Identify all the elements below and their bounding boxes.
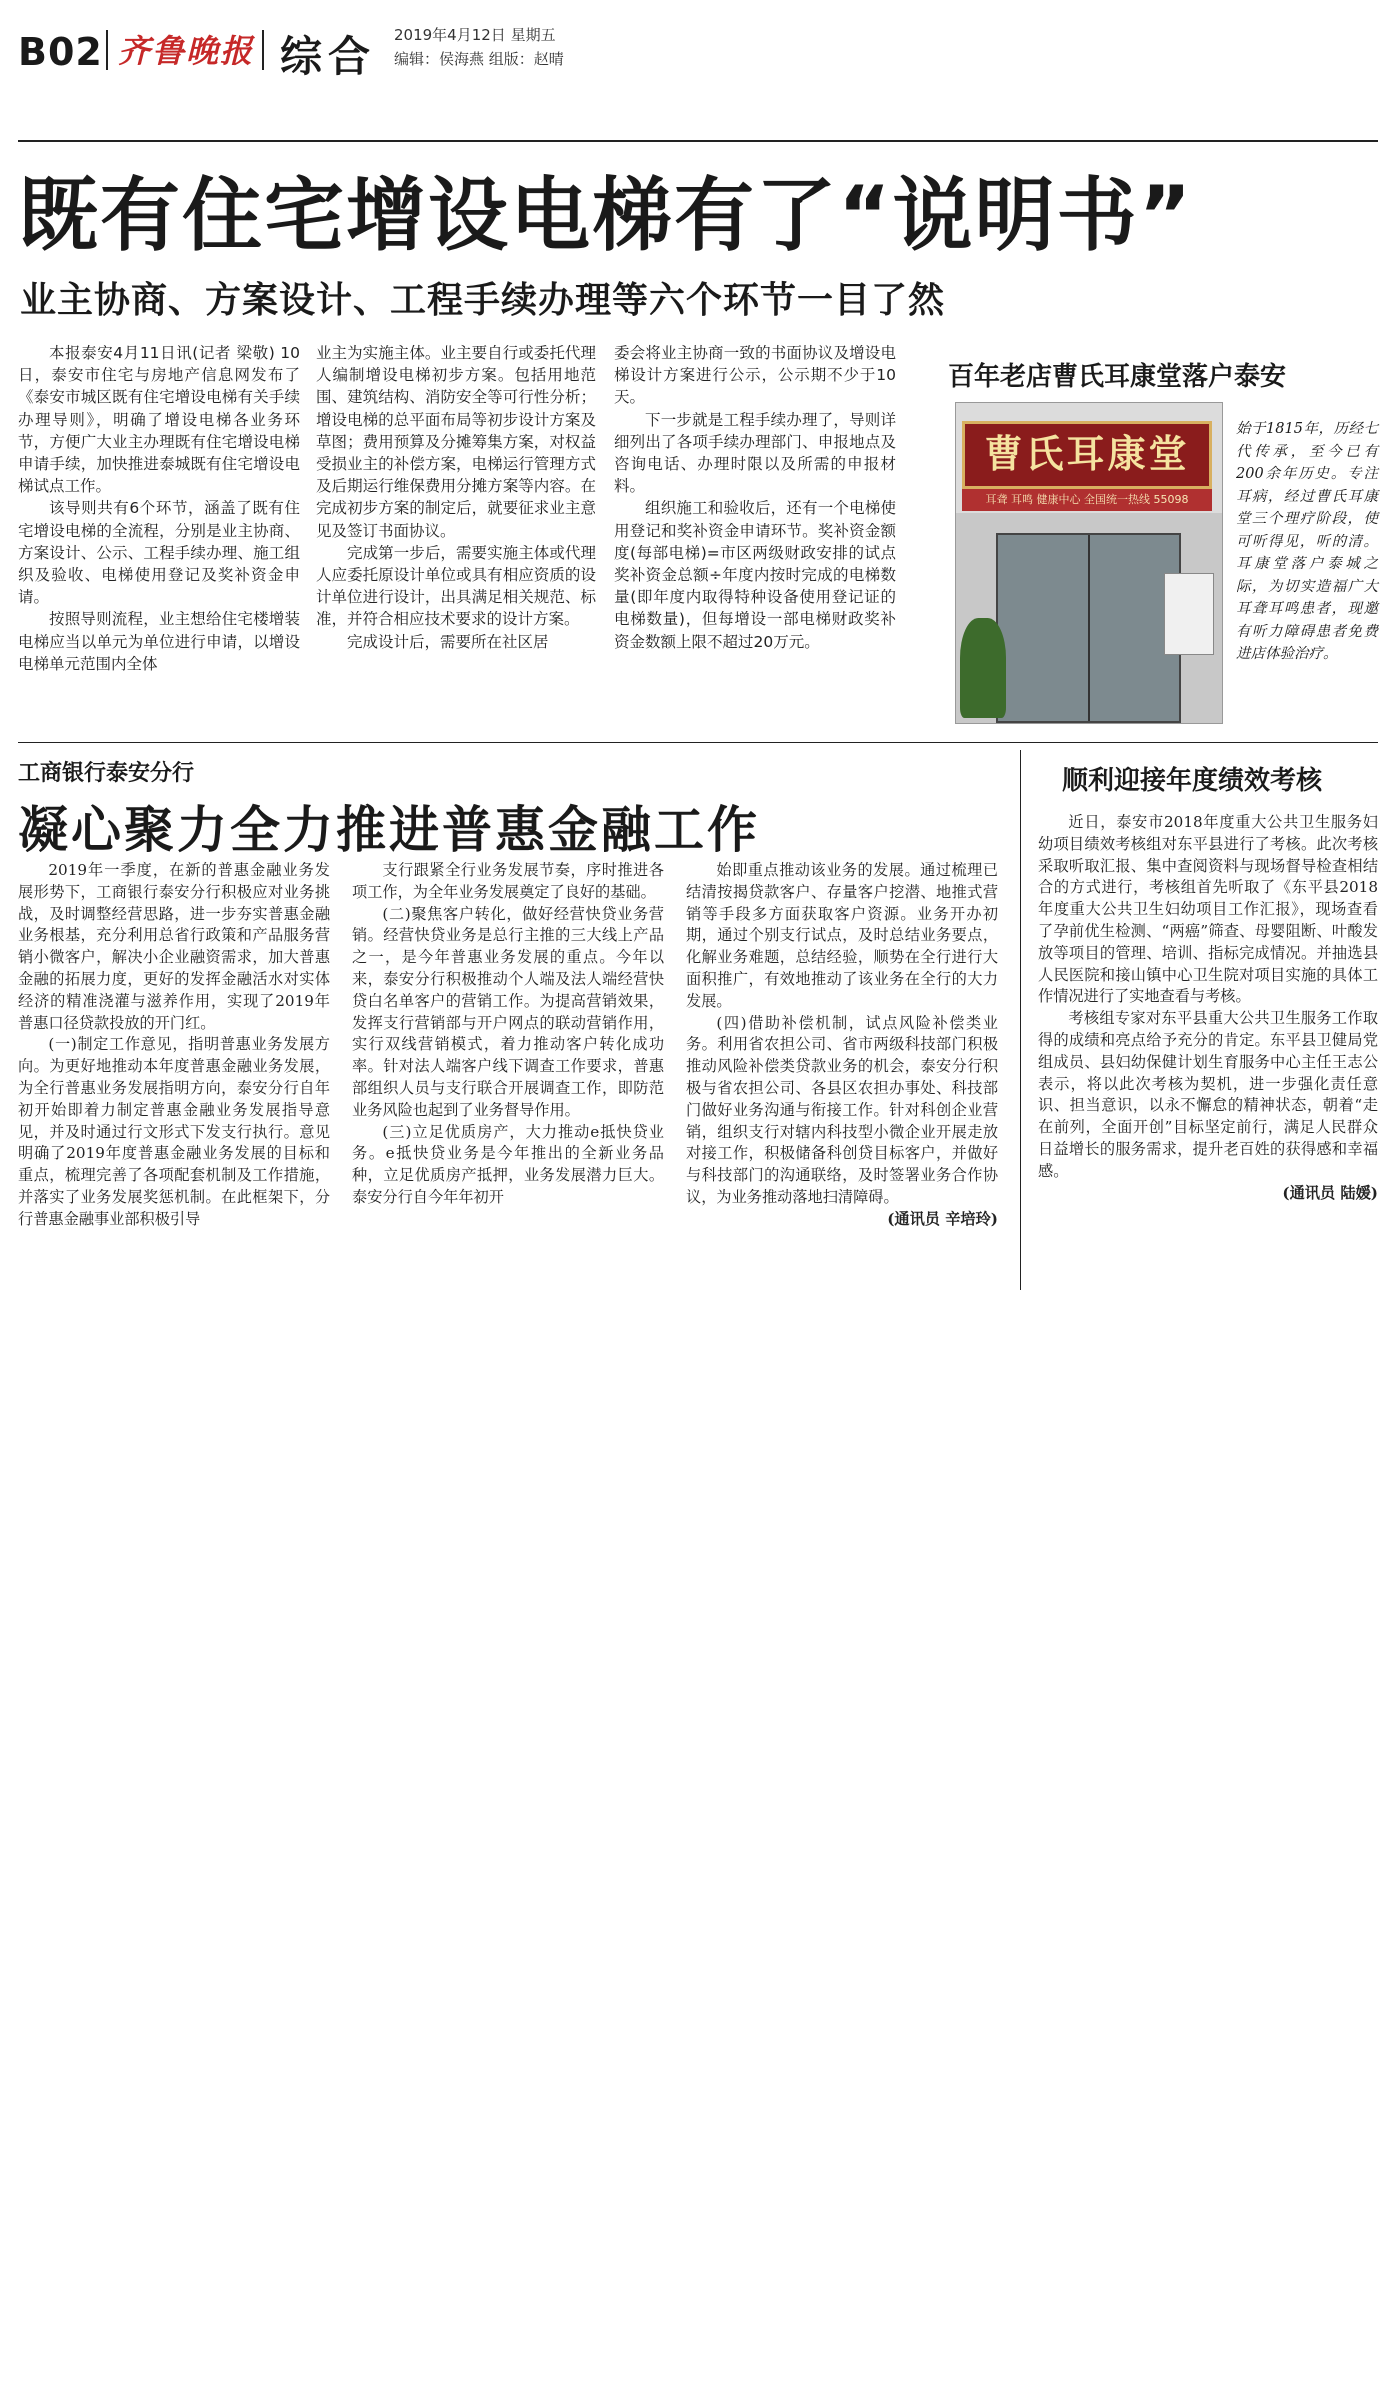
- bank-headline: 凝心聚力全力推进普惠金融工作: [18, 801, 760, 859]
- storefront-photo: [955, 402, 1223, 724]
- editors-line: 编辑：侯海燕 组版：赵晴: [394, 50, 564, 68]
- paragraph: 委会将业主协商一致的书面协议及增设电梯设计方案进行公示，公示期不少于10天。: [614, 344, 896, 407]
- bank-column-3: [686, 860, 998, 1231]
- byline: (通讯员 陆媛): [1282, 1183, 1378, 1202]
- paragraph: 2019年一季度，在新的普惠金融业务发展形势下，工商银行泰安分行积极应对业务挑战，及时调整经营思路，进一步夯实普惠金融业务根基，充分利用总省行政策和产品服务营销小微客户，解决小企业融资需求，加大普惠金融的拓展力度，更好的发挥金融活水对实体经济的精准浇灌与滋养作用，实现了2019年普惠口径贷款投放的开门红。: [18, 861, 330, 1032]
- photo-caption: 始于1815年，历经七代传承，至今已有200余年历史。专注耳病，经过曹氏耳康堂三个理疗阶段，使可听得见，听的清。耳康堂落户泰城之际，为切实造福广大耳聋耳鸣患者，现邀有听力障碍患者免费进店体验治疗。: [1236, 421, 1378, 662]
- plant-icon: [960, 618, 1006, 718]
- paragraph: 按照导则流程，业主想给住宅楼增装电梯应当以单元为单位进行申请，以增设电梯单元范围内全体: [18, 610, 300, 673]
- paragraph: 业主为实施主体。业主要自行或委托代理人编制增设电梯初步方案。包括用地范围、建筑结构、消防安全等可行性分析；增设电梯的总平面布局等初步设计方案及草图；费用预算及分摊筹集方案，对权益受损业主的补偿方案，电梯运行管理方式及后期运行维保费用分摊方案等内容。在完成初步方案的制定后，就要征求业主意见及签订书面协议。: [316, 344, 596, 540]
- newspaper-logo: 齐鲁晚报: [118, 32, 255, 70]
- issue-date: 2019年4月12日 星期五: [394, 26, 556, 44]
- lead-headline: 既有住宅增设电梯有了“说明书”: [18, 169, 1194, 262]
- bank-kicker: 工商银行泰安分行: [18, 761, 195, 786]
- paragraph: 支行跟紧全行业务发展节奏，序时推进各项工作，为全年业务发展奠定了良好的基础。: [352, 861, 664, 901]
- section-name: 综合: [280, 32, 377, 81]
- section-rule: [18, 742, 1378, 743]
- shop-sign: 曹氏耳康堂: [962, 421, 1212, 489]
- paragraph: 本报泰安4月11日讯(记者 梁敬) 10日，泰安市住宅与房地产信息网发布了《泰安市城区既有住宅增设电梯有关手续办理导则》，明确了增设电梯各业务环节，方便广大业主办理既有住宅增设电梯申请手续，加快推进泰城既有住宅增设电梯试点工作。: [18, 344, 300, 496]
- paragraph: 完成第一步后，需要实施主体或代理人应委托原设计单位或具有相应资质的设计单位进行设计，出具满足相关规范、标准，并符合相应技术要求的设计方案。: [316, 543, 596, 629]
- masthead-divider: [106, 30, 108, 70]
- page-number: B02: [18, 30, 103, 74]
- paragraph: (三)立足优质房产，大力推动e抵快贷业务。e抵快贷业务是今年推出的全新业务品种，立足优质房产抵押，业务发展潜力巨大。泰安分行自今年年初开: [352, 1122, 664, 1206]
- byline: (通讯员 辛培玲): [887, 1209, 998, 1228]
- masthead-divider: [262, 30, 264, 70]
- shop-door: [996, 533, 1181, 723]
- paragraph: 考核组专家对东平县重大公共卫生服务工作取得的成绩和亮点给予充分的肯定。东平县卫健局党组成员、县妇幼保健计划生育服务中心主任王志公表示，将以此次考核为契机，进一步强化责任意识、担当意识，以永不懈怠的精神状态，朝着“走在前列，全面开创”目标坚定前行，满足人民群众日益增长的服务需求，提升老百姓的获得感和幸福感。: [1038, 1009, 1378, 1180]
- air-conditioner-icon: [1164, 573, 1214, 655]
- paragraph: 该导则共有6个环节，涵盖了既有住宅增设电梯的全流程，分别是业主协商、方案设计、公示、工程手续办理、施工组织及验收、电梯使用登记及奖补资金申请。: [18, 499, 300, 607]
- lead-subheadline: 业主协商、方案设计、工程手续办理等六个环节一目了然: [20, 280, 946, 321]
- column-divider: [1020, 750, 1021, 1290]
- bank-column-1: [18, 860, 330, 1231]
- side-article-body: [1038, 812, 1378, 1204]
- paragraph: (四)借助补偿机制，试点风险补偿类业务。利用省农担公司、省市两级科技部门积极推动风险补偿类贷款业务的机会，泰安分行积极与省农担公司、各县区农担办事处、科技部门做好业务沟通与衔接工作。针对科创企业营销，组织支行对辖内科技型小微企业开展走放对接工作，积极储备科创贷目标客户，并做好与科技部门的沟通联络，及时签署业务合作协议，为业务推动落地扫清障碍。: [686, 1013, 998, 1206]
- paragraph: 组织施工和验收后，还有一个电梯使用登记和奖补资金申请环节。奖补资金额度(每部电梯)=市区两级财政安排的试点奖补资金总额÷年度内按时完成的电梯数量(即年度内取得特种设备使用登记证的电梯数量)，但每增设一部电梯财政奖补资金数额上限不超过20万元。: [614, 499, 896, 651]
- lead-column-3: [614, 342, 896, 653]
- paragraph: (一)制定工作意见，指明普惠业务发展方向。为更好地推动本年度普惠金融业务发展，为全行普惠业务发展指明方向，泰安分行自年初开始即着力制定普惠金融业务发展指导意见，并及时通过行文形式下发支行执行。意见明确了2019年度普惠金融业务发展的目标和重点，梳理完善了各项配套机制及工作措施，并落实了业务发展奖惩机制。在此框架下，分行普惠金融事业部积极引导: [18, 1035, 330, 1228]
- bank-column-2: [352, 860, 664, 1209]
- photo-box-title: 百年老店曹氏耳康堂落户泰安: [948, 362, 1287, 392]
- lead-column-2: [316, 342, 596, 653]
- paragraph: 完成设计后，需要所在社区居: [347, 632, 549, 651]
- paragraph: (二)聚焦客户转化，做好经营快贷业务营销。经营快贷业务是总行主推的三大线上产品之一，是今年普惠业务发展的重点。今年以来，泰安分行积极推动个人端及法人端经营快贷白名单客户的营销工作。为提高营销效果，发挥支行营销部与开户网点的联动营销作用，实行双线营销模式，着力推动客户转化成功率。针对法人端客户线下调查工作要求，普惠部组织人员与支行联合开展调查工作，即防范业务风险也起到了业务督导作用。: [352, 904, 664, 1119]
- lead-column-1: [18, 342, 300, 675]
- paragraph: 近日，泰安市2018年度重大公共卫生服务妇幼项目绩效考核组对东平县进行了考核。此次考核采取听取汇报、集中查阅资料与现场督导检查相结合的方式进行，考核组首先听取了《东平县2018年度重大公共卫生妇幼项目工作汇报》，现场查看了孕前优生检测、“两癌”筛查、母婴阻断、叶酸发放等项目的管理、培训、指标完成情况。并抽选县人民医院和接山镇中心卫生院对项目实施的具体工作情况进行了实地查看与考核。: [1038, 813, 1378, 1006]
- paragraph: 始即重点推动该业务的发展。通过梳理已结清按揭贷款客户、存量客户挖潜、地推式营销等手段多方面获取客户资源。业务开办初期，通过个别支行试点，及时总结业务要点，化解业务难题，总结经验，顺势在全行进行大面积推广，有效地推动了该业务在全行的大力发展。: [686, 861, 998, 1010]
- masthead-rule: [18, 140, 1378, 142]
- side-headline: 顺利迎接年度绩效考核: [1062, 766, 1323, 796]
- shop-sign-subtitle: 耳聋 耳鸣 健康中心 全国统一热线 55098: [962, 489, 1212, 511]
- paragraph: 下一步就是工程手续办理了，导则详细列出了各项手续办理部门、申报地点及咨询电话、办理时限以及所需的申报材料。: [614, 410, 896, 496]
